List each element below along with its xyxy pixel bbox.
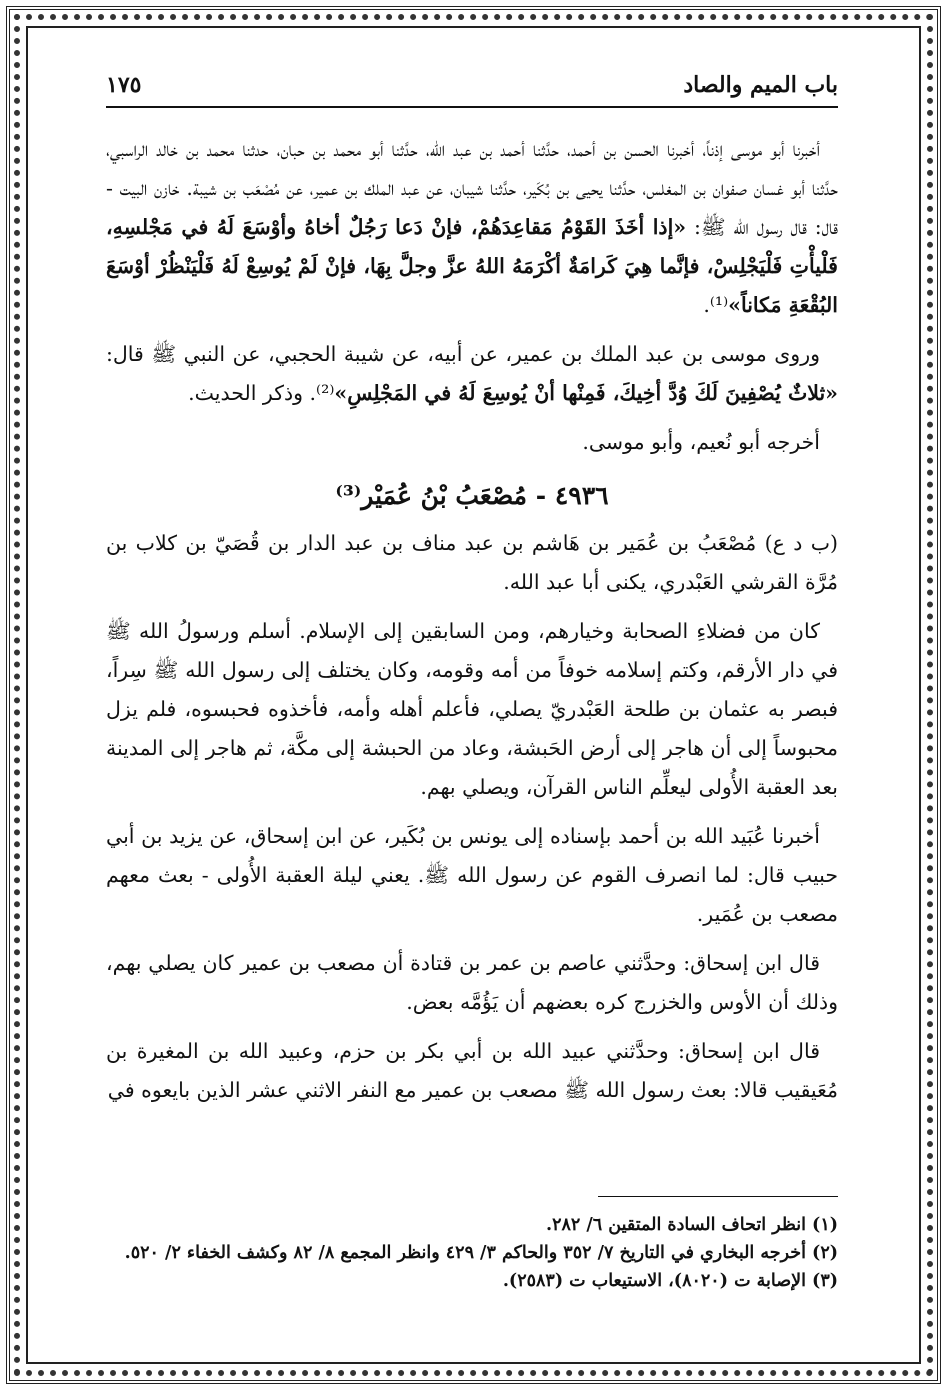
- running-header: [106, 62, 838, 108]
- footnote: (٣) الإصابة ت (٨٠٢٠)، الاستيعاب ت (٢٥٨٣).: [502, 1271, 838, 1291]
- entry-heading: ٤٩٣٦ - مُصْعَبُ بْنُ عُمَيْر⁽³⁾: [335, 481, 609, 510]
- paragraph: قال ابن إسحاق: وحدَّثني عاصم بن عمر بن قتادة أن مصعب بن عمير كان يصلي بهم، وذلك أن الأوس والخزرج كره بعضهم أن يَؤُمَّه بعض.: [106, 951, 838, 1014]
- paragraph: قال ابن إسحاق: وحدَّثني عبيد الله بن أبي بكر بن حزم، وعبيد الله بن المغيرة بن مُعَيقيب قالا: بعث رسول الله ﷺ مصعب بن عمير مع النفر الاثني عشر الذين بايعوه في: [106, 1039, 838, 1102]
- hadith-quote: «ثلاثٌ يُصْفِينَ لَكَ وُدَّ أخِيكَ، فَمِنْها أنْ يُوسِعَ لَهُ في المَجْلِسِ»: [334, 381, 838, 405]
- narration-text: وروى موسى بن عبد الملك بن عمير، عن أبيه، عن شيبة الحجبي، عن النبي ﷺ قال:: [106, 342, 820, 366]
- paragraph: [106, 130, 838, 325]
- footnote-ref: ⁽¹⁾.: [703, 293, 729, 317]
- paragraph: أخرجه أبو نُعيم، وأبو موسى.: [582, 430, 820, 454]
- footnotes: [106, 1196, 838, 1295]
- footnote-divider: [598, 1196, 838, 1197]
- page-number: ١٧٥: [106, 72, 142, 98]
- paragraph: [106, 335, 838, 413]
- footnote: (٢) أخرجه البخاري في التاريخ ٧/ ٣٥٢ والحاكم ٣/ ٤٢٩ وانظر المجمع ٨/ ٨٢ وكشف الخفاء ٢/ ٥٢٠.: [124, 1243, 838, 1263]
- hadith-quote: «إذا أخَذَ القَوْمُ مَقاعِدَهُمْ، فإنْ دَعا رَجُلٌ أخاهُ وأوْسَعَ لَهُ في مَجْلسِهِ، فَلْيأْتِ فَلْيَجْلِسْ، فإنَّما هِيَ كَرامَةٌ أكْرَمَهُ اللهُ عزَّ وجلَّ بِهَا، فإنْ لَمْ يُوسِعْ لَهُ فَلْيَنْظُرْ أوْسَعَ البُقْعَةِ مَكاناً»: [106, 215, 838, 317]
- book-page: [106, 62, 838, 1332]
- main-text: [106, 130, 838, 1110]
- paragraph: أخبرنا عُبَيد الله بن أحمد بإسناده إلى يونس بن بُكَير، عن ابن إسحاق، عن يزيد بن أبي حبيب قال: لما انصرف القوم عن رسول الله ﷺ. يعني ليلة العقبة الأُولى - بعث معهم مصعب بن عُمَير.: [106, 824, 838, 926]
- narration-text: أخبرنا أبو موسى إذناً، أخبرنا الحسن بن أحمد، حدَّثنا أحمد بن عبد الله، حدَّثنا أبو محمد بن حبان، حدثنا محمد بن خالد الراسبي، حدَّثنا أبو غسان صفوان بن المغلس، حدَّثنا يحيى بن بُكَير، حدَّثنا شيبان، عن عبد الملك بن عمير، عن مُصْعَب بن شيبة. خازن البيت - قال: قال رسول الله ﷺ:: [106, 137, 838, 239]
- footnote: (١) انظر اتحاف السادة المتقين ٦/ ٢٨٢.: [545, 1215, 838, 1235]
- paragraph: كان من فضلاءِ الصحابة وخيارهم، ومن السابقين إلى الإسلام. أسلم ورسولُ الله ﷺ في دار الأرقم، وكتم إسلامه خوفاً من أمه وقومه، وكان يختلف إلى رسول الله ﷺ سِراً، فبصر به عثمان بن طلحة العَبْدريّ يصلي، فأعلم أهله وأمه، فأخذوه فحبسوه، فلم يزل محبوساً إلى أن هاجر إلى أرض الحَبشة، وعاد من الحبشة إلى مكَّة، ثم هاجر إلى المدينة بعد العقبة الأُولى ليعلِّم الناس القرآن، ويصلي بهم.: [106, 619, 838, 799]
- chapter-title: باب الميم والصاد: [683, 72, 838, 98]
- paragraph: (ب د ع) مُصْعَبُ بن عُمَير بن هَاشم بن عبد مناف بن عبد الدار بن قُصَيّ بن كلاب بن مُرَّة القرشي العَبْدري، يكنى أبا عبد الله.: [106, 531, 838, 594]
- footnote-ref: ⁽²⁾. وذكر الحديث.: [188, 381, 335, 405]
